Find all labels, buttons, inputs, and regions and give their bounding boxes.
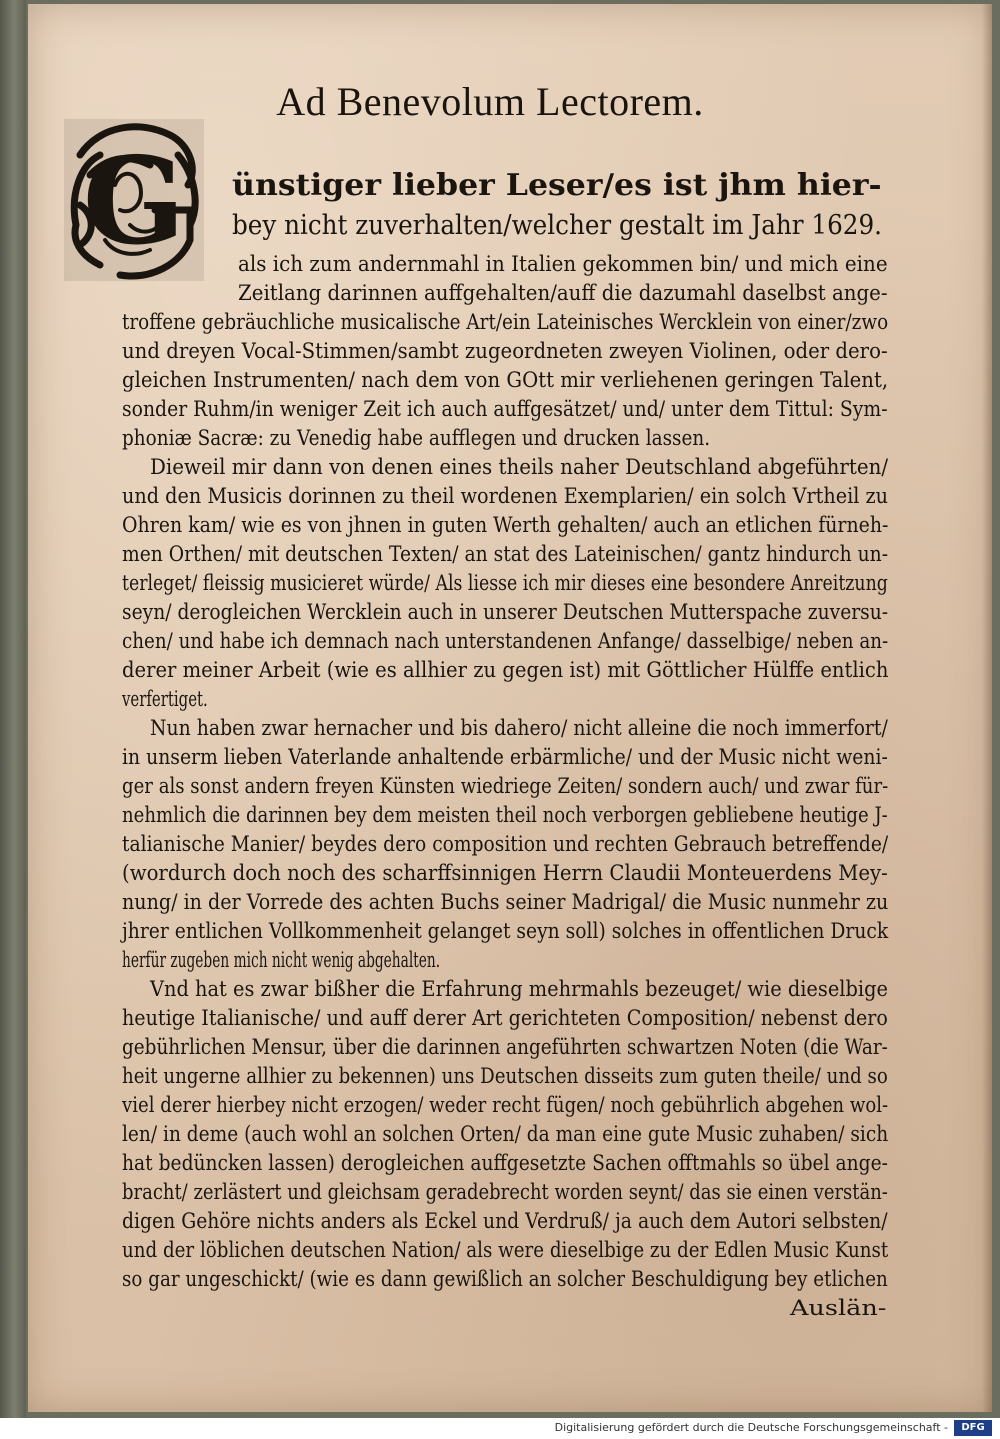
text-line: Vnd hat es zwar bißher die Erfahrung mehrmahls bezeuget/ wie dieselbige bbox=[150, 977, 888, 1001]
text-line: so gar ungeschickt/ (wie es dann gewißlich an solcher Beschuldigung bey etlichen bbox=[122, 1267, 888, 1291]
text-line: heit ungerne allhier zu bekennen) uns Deutschen disseits zum guten theile/ und so bbox=[122, 1064, 888, 1088]
text-line: troffene gebräuchliche musicalische Art/ein Lateinisches Wercklein von einer/zwo bbox=[122, 310, 889, 334]
text-line: als ich zum andernmahl in Italien gekommen bin/ und mich eine bbox=[238, 252, 888, 276]
text-line: heutige Italianische/ und auff derer Art gerichteten Composition/ nebenst dero bbox=[122, 1006, 888, 1030]
page-edge-shadow bbox=[982, 4, 992, 1412]
text-line: phoniæ Sacræ: zu Venedig habe aufflegen und drucken lassen. bbox=[122, 426, 711, 450]
text-line: seyn/ derogleichen Wercklein auch in unserer Deutschen Mutterspache zuversu- bbox=[122, 600, 889, 624]
text-line: len/ in deme (auch wohl an solchen Orten/ da man eine gute Music zuhaben/ sich bbox=[122, 1122, 889, 1146]
text-line: Zeitlang darinnen auffgehalten/auff die dazumahl daselbst ange- bbox=[238, 281, 888, 305]
text-line: digen Gehöre nichts anders als Eckel und Verdruß/ ja auch dem Autori selbsten/ bbox=[122, 1209, 888, 1233]
text-line: und den Musicis dorinnen zu theil wordenen Exemplarien/ ein solch Vrtheil zu bbox=[122, 484, 889, 508]
footer-bar bbox=[0, 1418, 1000, 1439]
text-line: derer meiner Arbeit (wie es allhier zu gegen ist) mit Göttlicher Hülffe entlich bbox=[122, 658, 889, 682]
text-line: jhrer entlichen Vollkommenheit gelanget seyn soll) solches in offentlichen Druck bbox=[122, 919, 889, 943]
text-line: in unserm lieben Vaterlande anhaltende erbärmliche/ und der Music nicht weni- bbox=[122, 745, 888, 769]
text-line: ger als sonst andern freyen Künsten wiedriege Zeiten/ sondern auch/ und zwar für- bbox=[122, 774, 889, 798]
text-line: (wordurch doch noch des scharffsinnigen Herrn Claudii Monteuerdens Mey- bbox=[122, 861, 888, 885]
text-line: Dieweil mir dann von denen eines theils naher Deutschland abgeführten/ bbox=[150, 455, 889, 479]
text-line: verfertiget. bbox=[122, 687, 208, 711]
text-line: bracht/ zerlästert und gleichsam geradebrecht worden seynt/ das sie einen verstän- bbox=[122, 1180, 888, 1204]
text-line: men Orthen/ mit deutschen Texten/ an stat des Lateinischen/ gantz hindurch un- bbox=[122, 542, 889, 566]
funding-credit: Digitalisierung gefördert durch die Deutsche Forschungsgemeinschaft - bbox=[554, 1421, 948, 1434]
text-line: und dreyen Vocal-Stimmen/sambt zugeordneten zweyen Violinen, oder dero- bbox=[122, 339, 888, 363]
text-line: gebührlichen Mensur, über die darinnen angeführten schwartzen Noten (die War- bbox=[122, 1035, 888, 1059]
text-line: nehmlich die darinnen bey dem meisten theil noch verborgen gebliebene heutige J- bbox=[122, 803, 888, 827]
text-line: gleichen Instrumenten/ nach dem von GOtt mir verliehenen geringen Talent, bbox=[122, 368, 889, 392]
text-line: ünstiger lieber Leser/es ist jhm hier- bbox=[232, 168, 882, 203]
book-binding-edge bbox=[0, 0, 26, 1418]
text-line: Auslän- bbox=[790, 1296, 887, 1320]
text-line: bey nicht zuverhalten/welcher gestalt im Jahr 1629. bbox=[232, 210, 882, 241]
dfg-logo: DFG bbox=[954, 1420, 992, 1436]
drop-cap-letter: G bbox=[82, 131, 186, 272]
text-line: talianische Manier/ beydes dero composition und rechten Gebrauch betreffende/ bbox=[122, 832, 889, 856]
text-line: und der löblichen deutschen Nation/ als were dieselbige zu der Edlen Music Kunst bbox=[122, 1238, 889, 1262]
text-line: Nun haben zwar hernacher und bis dahero/ nicht alleine die noch immerfort/ bbox=[150, 716, 888, 740]
ornamental-initial bbox=[60, 115, 208, 285]
text-line: viel derer hierbey nicht erzogen/ weder recht fügen/ noch gebührlich abgehen wol- bbox=[122, 1093, 889, 1117]
text-line: sonder Ruhm/in weniger Zeit ich auch auffgesätzet/ und/ unter dem Tittul: Sym- bbox=[122, 397, 888, 421]
text-line: Ohren kam/ wie es von jhnen in guten Werth gehalten/ auch an etlichen fürneh- bbox=[122, 513, 889, 537]
text-line: nung/ in der Vorrede des achten Buchs seiner Madrigal/ die Music nunmehr zu bbox=[122, 890, 889, 914]
text-line: terleget/ fleissig musicieret würde/ Als liesse ich mir dieses eine besondere Anreitzung bbox=[122, 571, 888, 595]
text-line: chen/ und habe ich demnach nach unterstandenen Anfange/ dasselbige/ neben an- bbox=[122, 629, 889, 653]
page-heading: Ad Benevolum Lectorem. bbox=[276, 79, 704, 124]
text-line: herfür zugeben mich nicht wenig abgehalten. bbox=[122, 948, 441, 972]
text-line: hat bedüncken lassen) derogleichen auffgesetzte Sachen offtmahls so übel ange- bbox=[122, 1151, 888, 1175]
